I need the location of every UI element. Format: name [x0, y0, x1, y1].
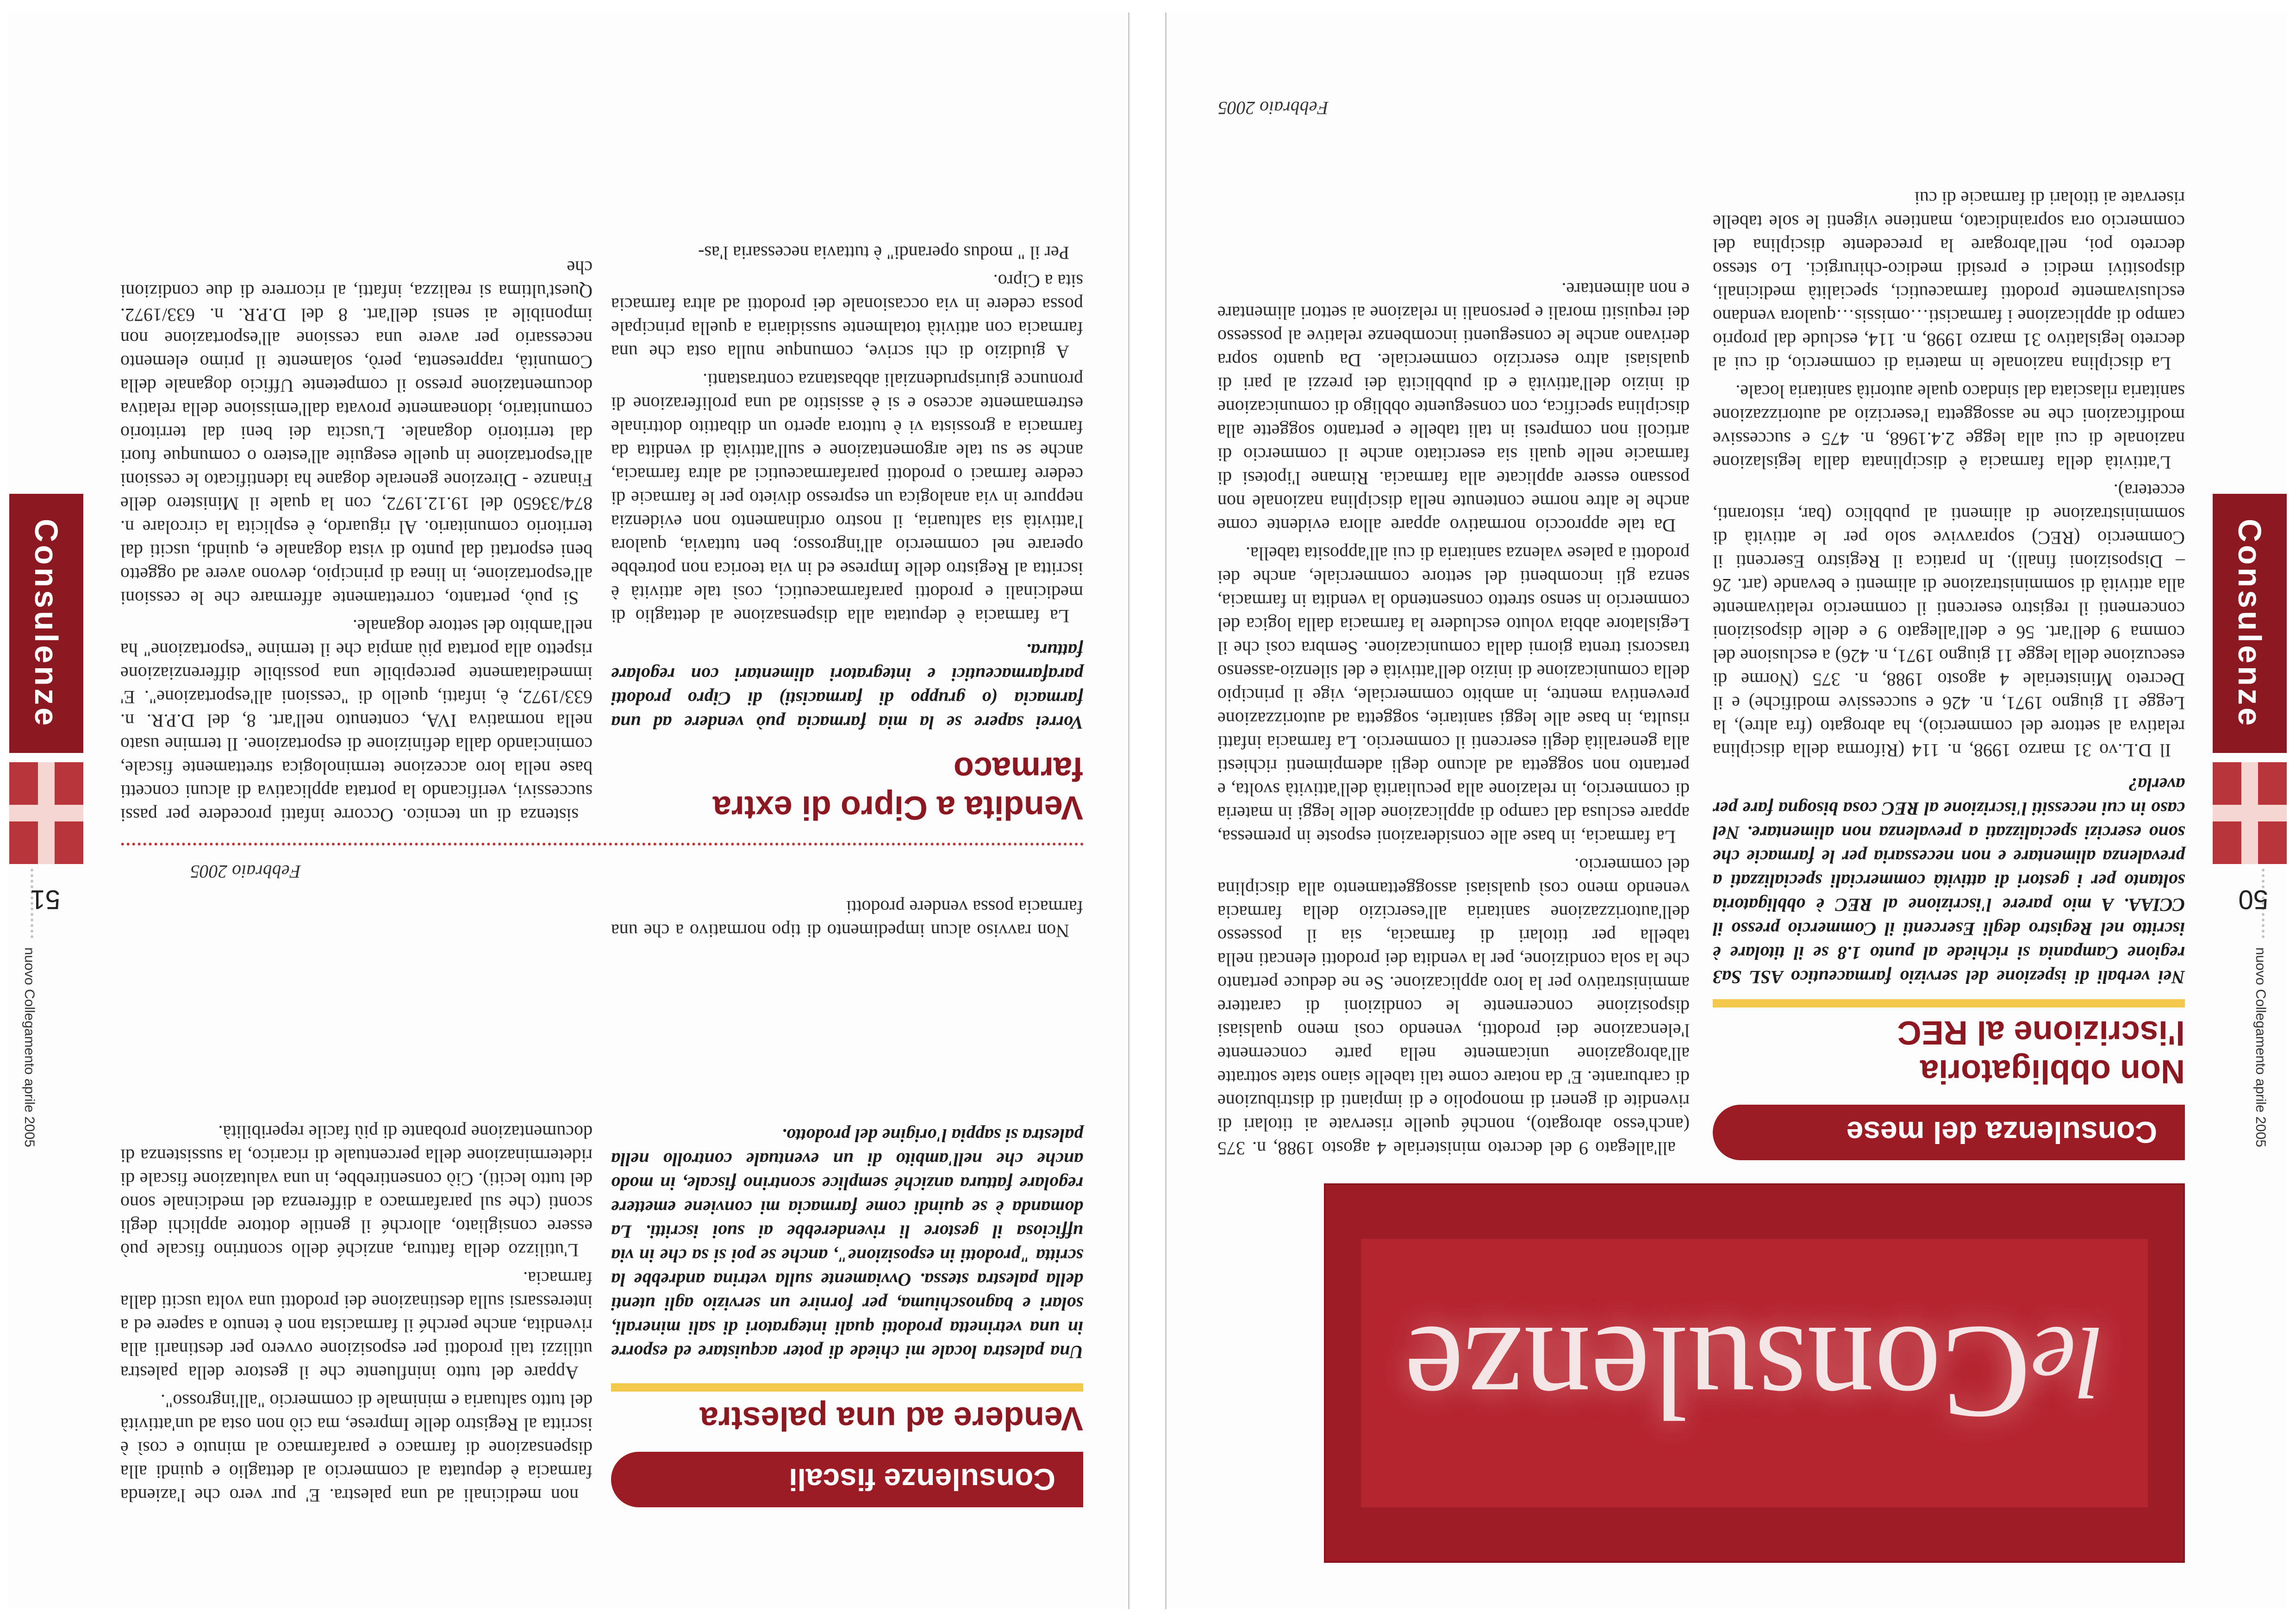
paragraph: Per il " modus operandi" è tuttavia necessaria l'as- [698, 243, 1069, 263]
page-number: 50 [2238, 884, 2268, 914]
question-lead: Vorrei sapere se la mia farmacia può vendere ad una farmacia (o gruppo di farmacisti) di Cipro prodotti parafarmaceutici e integratori alimentari con regolare fattura. [611, 640, 1083, 733]
article-column-1 [611, 891, 1083, 943]
paragraph: L'attività della farmacia è disciplinata dalla legislazione nazionale di cui alla legge 2.4.1968, n. 475 e successive modificazioni che ne assoggetta l'esercizio ad autorizzazione sanitaria rilasciata dal sindaco quale autorità sanitaria locale. [1713, 381, 2185, 473]
pharmacy-cross-icon [9, 762, 83, 864]
side-tab-label: Consulenze [2232, 518, 2268, 728]
section-ribbon: Consulenza del mese [1713, 1105, 2185, 1160]
article-title [611, 749, 1083, 827]
paragraph: Da tale approccio normativo appare allora evidente come anche le altre norme contenute nella disciplina nazionale non possano essere applicate alla farmacia. Rimane l'ipotesi di farmacie nelle quali sia esercitato anche il commercio di articoli non compresi in tali tabelle e pertanto soggette alla disciplina specifica, con conseguente obbligo di comunicazione di inizio dell'attività e di pubblicità dei prezzi al pari di qualsiasi altro esercizio commerciale. Da quanto sopra derivano anche le conseguenti incombenze relative al possesso dei requisiti morali e personali in relazione ai settori alimentare e non alimentare. [1217, 279, 1690, 536]
side-tab [2213, 494, 2287, 753]
paragraph: La disciplina nazionale in materia di commercio, di cui al decreto legislativo 31 marzo 1998, n. 114, esclude dal proprio campo di applicazione i farmacisti…omissis…qualora vendano esclusivamente prodotti farmaceutici, specialità medicinali, dispositivi medici e presidi medico-chirurgici. Lo stesso decreto poi, nell'abrogare la precedente disciplina del commercio ora sopraindicato, mantiene vigenti le sole tabelle riservate ai titolari di farmacie di cui [1713, 188, 2185, 374]
page-number: 51 [30, 884, 60, 914]
banner-title-main: Consulenze [1404, 1299, 2031, 1448]
running-head: nuovo Collegamento aprile 2005 [22, 947, 37, 1147]
article-column-2 [120, 251, 593, 827]
paragraph: Non ravviso alcun impedimento di tipo normativo a che una farmacia possa vendere prodotti [611, 897, 1083, 941]
paragraph: La farmacia, in base alle considerazioni esposte in premessa, appare esclusa dal campo di applicazione delle leggi in materia di commercio, in relazione alla peculiarità dell'attività svolta, e pertanto non soggetta ad alcuno degli adempimenti richiesti alla generalità degli esercenti il commercio. La farmacia infatti risulta, in base alle leggi sanitarie, soggetta ad autorizzazione preventiva mentre, in ambito commerciale, vige il principio della comunicazione di inizio dell'attività e del silenzio-assenso trascorsi trenta giorni dalla comunicazione. Sembra così che il Legislatore abbia voluto escludere la farmacia dalla logica del commercio in senso stretto consentendo la vendita in farmacia, senza gli incombenti del settore commerciale, anche dei prodotti a palese valenza sanitaria di cui all'apposita tabella. [1217, 543, 1690, 847]
article-title-line1: Non obbligatoria [1920, 1053, 2185, 1090]
question-lead: Nei verbali di ispezione del servizio farmaceutico ASL Sa3 regione Campania si richiede al punto 1.8 se il titolare è iscritto nel Registro degli Esercenti il Commercio presso il CCIAA. A mio parere l'iscrizione al REC è obbligatoria soltanto per i gestori di attività commerciali specializzati a prevalenza alimentare e non necessaria per le farmacie che sono esercizi specializzati a prevalenza non alimentare. Nel caso in cui necessiti l'iscrizione al REC cosa bisogna fare per averla? [1713, 774, 2185, 988]
paragraph: non medicinali ad una palestra. E' pur vero che l'azienda farmacia è deputata al commercio al dettaglio e quindi alla dispensazione di farmaco e parafarmaco al minuto e così è iscritta al Registro delle Imprese, ma ciò non osta ad un'attività del tutto saltuaria e minimale di commercio "all'ingrosso". [120, 1391, 593, 1506]
section-ribbon: Consulenze fiscali [611, 1452, 1083, 1507]
title-underline [611, 1383, 1083, 1392]
running-head: nuovo Collegamento aprile 2005 [2253, 947, 2268, 1147]
banner-title-prefix: le [2031, 1306, 2104, 1419]
article-column-2 [1217, 273, 1690, 1160]
article-title-line2: l'iscrizione al REC [1897, 1014, 2185, 1051]
signature-date: Febbraio 2005 [190, 861, 301, 882]
signature-date: Febbraio 2005 [1218, 98, 1329, 118]
paragraph: Si può, pertanto, correttamente affermare che le cessioni all'esportazione, in linea di principio, devono avere ad oggetto beni esportati dal punto di vista doganale e, quindi, usciti dal territorio comunitario. Al riguardo, è esplicita la circolare n. 874/33650 del 19.12.1972, con la quale il Ministero delle Finanze - Direzione generale dogane ha identificato le cessioni all'esportazione in quelle eseguite all'estero o comunque fuori dal territorio doganale. L'uscita dei beni dal territorio comunitario, idoneamente provata dall'emissione della relativa documentazione presso il competente Ufficio doganale della Comunità, rappresenta, però, solamente il primo elemento necessario per avere una cessione all'esportazione non imponibile ai sensi dell'art. 8 del D.P.R. n. 633/1972. Quest'ultima si realizza, infatti, al ricorrere di due condizioni che [120, 257, 593, 609]
paragraph: Il D.L.vo 31 marzo 1998, n. 114 (Riforma della disciplina relativa al settore del commercio), ha abrogato (fra altre), la Legge 11 giugno 1971, n. 426 e successive modifiche) e il Decreto Ministeriale 4 agosto 1988, n. 375 (Norme di esecuzione della legge 11 giugno 1971, n. 426) a esclusione del comma 9 dell'art. 56 e dell'allegato 9 e delle disposizioni concernenti il registro esercenti il commercio relativamente alla attività di somministrazione di alimenti e bevande (art. 26 – Disposizioni finali). In pratica il Registro Esercenti il Commercio (REC) sopravvive solo per le attività di somministrazione di alimenti al pubblico (bar, ristoranti, eccetera). [1713, 480, 2185, 761]
title-underline [1713, 999, 2185, 1007]
paragraph: sistenza di un tecnico. Occorre infatti procedere per passi successivi, verificando la portata applicativa di alcuni concetti base nella loro accezione terminologica strettamente fiscale, cominciando dalla definizione di esportazione. Il termine usato nella normativa IVA, contenuto nell'art. 8, del D.P.R. n. 633/1972, è, infatti, quello di "cessioni all'esportazione". E' immediatamente percepibile una possibile differenziazione rispetto alla portata più ampia che il termine "esportazione" ha nell'ambito del settore doganale. [120, 616, 593, 826]
paragraph: L'utilizzo della fattura, anziché dello scontrino fiscale può essere consigliato, allorché il gentile dottore applichi degli sconti (che sul parafarmaco a differenza del medicinale sono del tutto leciti). Ciò consentirebbe, in una valutazione fiscale di rideterminazione della percentuale di ricarico, la sussistenza di documentazione probante di più facile reperibilità. [120, 1122, 593, 1261]
article-title-line2: farmaco [953, 750, 1083, 787]
paragraph: La farmacia è deputata alla dispensazione al dettaglio di medicinali e prodotti parafarmaceutici, così tale attività è iscritta al Registro delle Imprese ed in via teorica non potrebbe operare nel commercio all'ingrosso; ben tuttavia, qualora l'attività sia saltuaria, il nostro ordinamento non evidenzia neppure in via analogica un espresso divieto per le farmacie di cedere farmaci o prodotti parafarmaceutici ad altra farmacia, anche se su tale argomentazione e sull'attività di vendita da farmacia a grossista vi è tuttora aperto un dibattito dottrinale estremamente acceso e si è assistito ad una proliferazione di pronunce giurisprudenziali abbastanza contrastanti. [611, 370, 1083, 627]
pharmacy-cross-icon [2213, 762, 2287, 864]
article-column-1 [611, 236, 1083, 628]
title-banner [1324, 1183, 2185, 1563]
banner-title [1404, 1296, 2104, 1450]
article-title-line1: Vendita a Cipro di extra [712, 789, 1083, 826]
side-tab-label: Consulenze [28, 518, 64, 728]
question-lead: Una palestra locale mi chiede di poter acquistare ed esporre in una vetrinetta prodotti quali integratori di sali minerali, solari e bagnoschiuma, per fornire un servizio agli utenti della palestra stessa. Ovviamente sulla vetrina andrebbe la scritta "prodotti in esposizione", anche se poi si sa che in via ufficiosa il gestore li rivenderebbe ai suoi iscritti. La domanda è se quindi come farmacia mi conviene emettere regolare fattura anziché semplice scontrino fiscale, in modo anche che nell'ambito di un eventuale controllo nella palestra si sappia l'origine del prodotto. [611, 1125, 1083, 1362]
paragraph: Appare del tutto ininfluente che il gestore della palestra utilizzi tali prodotti per esposizione ovvero per destinarli alla rivendita, anche perché il farmacista non è tenuto a sapere ed a interessarsi sulla destinazione dei prodotti una volta usciti dalla farmacia. [120, 1268, 593, 1383]
article-divider [120, 843, 1083, 846]
paragraph: all'allegato 9 del decreto ministeriale 4 agosto 1988, n. 375 (anch'esso abrogato), nonché quelle riservate ai titolari di rivendite di generi di monopolio e di impianti di distribuzione di carburante. E' da notare come tali tabelle siano state sottratte all'abrogazione unicamente nella parte concernente l'elencazione dei prodotti, venendo così meno qualsiasi disposizione concernente le condizioni di carattere amministrativo per la loro applicazione. Se ne deduce pertanto che la sola condizione, per la vendita dei prodotti elencati nella tabella per titolari di farmacia, sia il possesso dell'autorizzazione sanitaria all'esercizio della farmacia venendo meno così qualsiasi assoggettamento alla disciplina del commercio. [1217, 855, 1690, 1159]
article-column-2 [120, 1116, 593, 1507]
side-tab [9, 494, 83, 753]
article-title: Vendere ad una palestra [699, 1400, 1083, 1437]
article-column-1 [1713, 182, 2185, 762]
article-title [1713, 1013, 2185, 1091]
paragraph: A giudizio di chi scrive, comunque nulla osta che una farmacia con attività totalmente sussidiaria a quella principale possa cedere in via occasionale dei prodotti ad altra farmacia sita a Cipro. [611, 271, 1083, 362]
